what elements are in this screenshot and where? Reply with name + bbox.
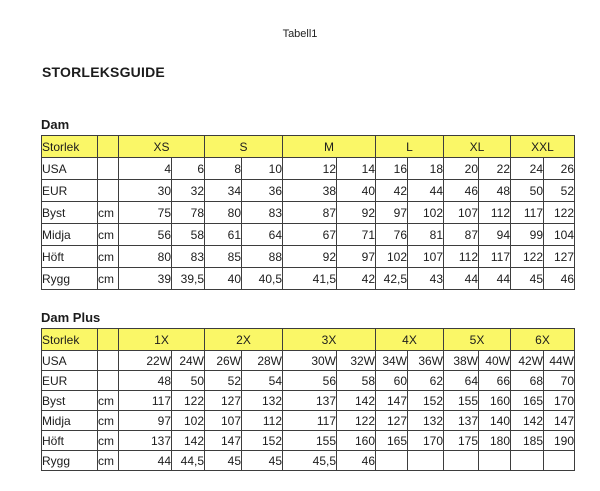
size-value-cell: 147 [205,431,242,451]
size-value-cell: 30 [119,180,172,202]
size-value-cell: 122 [544,202,575,224]
size-value-cell: 104 [544,224,575,246]
size-group-header: S [205,136,283,158]
size-value-cell: 67 [283,224,337,246]
table-row [42,268,575,290]
size-value-cell: 152 [242,431,283,451]
size-value-cell: 43 [408,268,444,290]
size-value-cell: 14 [337,158,376,180]
size-value-cell: 48 [479,180,511,202]
table-row [42,351,575,371]
size-value-cell: 83 [242,202,283,224]
size-value-cell: 85 [205,246,242,268]
size-value-cell: 44 [444,268,479,290]
section-dam [41,117,600,290]
size-value-cell: 58 [337,371,376,391]
size-value-cell: 64 [444,371,479,391]
size-value-cell: 24 [511,158,544,180]
size-value-cell: 32 [172,180,205,202]
size-value-cell: 28W [242,351,283,371]
size-value-cell: 147 [544,411,575,431]
row-unit: cm [98,431,119,451]
row-label: USA [42,158,98,180]
size-value-cell: 102 [172,411,205,431]
size-value-cell: 16 [376,158,408,180]
row-unit: cm [98,246,119,268]
size-value-cell: 52 [544,180,575,202]
table-row [42,411,575,431]
table-row [42,371,575,391]
row-label: Höft [42,431,98,451]
size-value-cell: 152 [408,391,444,411]
size-value-cell: 94 [479,224,511,246]
size-value-cell: 40,5 [242,268,283,290]
size-value-cell: 122 [172,391,205,411]
size-value-cell: 42,5 [376,268,408,290]
size-value-cell: 160 [337,431,376,451]
row-label: Rygg [42,451,98,471]
size-value-cell: 39 [119,268,172,290]
size-value-cell: 78 [172,202,205,224]
table-row [42,224,575,246]
size-value-cell: 62 [408,371,444,391]
size-value-cell: 185 [511,431,544,451]
size-value-cell: 97 [337,246,376,268]
size-value-cell: 22W [119,351,172,371]
row-unit [98,158,119,180]
size-value-cell: 97 [376,202,408,224]
size-value-cell: 12 [283,158,337,180]
size-value-cell: 80 [205,202,242,224]
size-value-cell: 112 [444,246,479,268]
row-label: Byst [42,202,98,224]
row-label: Midja [42,224,98,246]
size-group-header: 2X [205,329,283,351]
size-value-cell: 117 [511,202,544,224]
size-value-cell: 20 [444,158,479,180]
size-value-cell: 81 [408,224,444,246]
size-value-cell: 45 [511,268,544,290]
size-value-cell: 46 [444,180,479,202]
size-value-cell: 60 [376,371,408,391]
size-value-cell: 8 [205,158,242,180]
size-value-cell: 107 [444,202,479,224]
size-value-cell: 92 [283,246,337,268]
size-value-cell: 48 [119,371,172,391]
size-value-cell: 24W [172,351,205,371]
size-value-cell: 132 [408,411,444,431]
size-value-cell: 99 [511,224,544,246]
size-value-cell [511,451,544,471]
size-value-cell: 56 [283,371,337,391]
size-group-header: M [283,136,376,158]
page-title: STORLEKSGUIDE [42,64,165,80]
size-value-cell: 40 [205,268,242,290]
size-value-cell: 76 [376,224,408,246]
size-value-cell: 64 [242,224,283,246]
size-value-cell [376,451,408,471]
size-value-cell: 50 [172,371,205,391]
row-unit: cm [98,391,119,411]
size-value-cell: 170 [408,431,444,451]
size-value-cell: 36 [242,180,283,202]
size-value-cell: 140 [479,411,511,431]
table-row [42,246,575,268]
size-value-cell: 46 [544,268,575,290]
size-value-cell: 39,5 [172,268,205,290]
row-unit: cm [98,224,119,246]
size-value-cell: 122 [511,246,544,268]
size-value-cell: 71 [337,224,376,246]
size-value-cell: 112 [242,411,283,431]
size-value-cell: 44W [544,351,575,371]
size-value-cell: 142 [337,391,376,411]
row-label: Midja [42,411,98,431]
size-value-cell: 97 [119,411,172,431]
size-group-header: 5X [444,329,511,351]
size-value-cell: 165 [376,431,408,451]
size-group-header: 3X [283,329,376,351]
size-group-header: 6X [511,329,575,351]
size-group-header: XXL [511,136,575,158]
size-value-cell: 155 [444,391,479,411]
size-value-cell: 44 [119,451,172,471]
size-value-cell: 165 [511,391,544,411]
size-value-cell: 107 [205,411,242,431]
size-value-cell [544,451,575,471]
size-value-cell: 170 [544,391,575,411]
size-group-header: L [376,136,444,158]
row-label: Byst [42,391,98,411]
size-value-cell: 142 [172,431,205,451]
size-value-cell: 175 [444,431,479,451]
size-value-cell: 41,5 [283,268,337,290]
row-label: EUR [42,371,98,391]
size-value-cell: 34W [376,351,408,371]
size-value-cell: 117 [479,246,511,268]
size-value-cell: 160 [479,391,511,411]
table-row [42,158,575,180]
size-value-cell: 87 [283,202,337,224]
size-value-cell [479,451,511,471]
size-value-cell: 142 [511,411,544,431]
size-value-cell: 44,5 [172,451,205,471]
size-value-cell: 38 [283,180,337,202]
size-value-cell: 127 [205,391,242,411]
size-value-cell: 18 [408,158,444,180]
section-dam-plus [41,310,600,471]
size-value-cell: 42W [511,351,544,371]
table-row [42,391,575,411]
size-value-cell: 26W [205,351,242,371]
size-value-cell: 52 [205,371,242,391]
size-value-cell: 70 [544,371,575,391]
size-value-cell: 132 [242,391,283,411]
size-value-cell [444,451,479,471]
size-value-cell: 4 [119,158,172,180]
size-value-cell: 42 [337,268,376,290]
row-unit: cm [98,411,119,431]
size-value-cell: 155 [283,431,337,451]
row-unit [98,180,119,202]
size-group-header: XS [119,136,205,158]
size-value-cell: 137 [283,391,337,411]
size-value-cell: 30W [283,351,337,371]
row-label: USA [42,351,98,371]
size-value-cell: 102 [376,246,408,268]
size-value-cell: 83 [172,246,205,268]
size-table-dam-plus [41,328,575,471]
size-value-cell: 32W [337,351,376,371]
size-value-cell: 22 [479,158,511,180]
size-table-dam [41,135,575,290]
size-header-row [42,329,575,351]
size-value-cell: 127 [376,411,408,431]
row-label: EUR [42,180,98,202]
size-value-cell: 10 [242,158,283,180]
size-value-cell: 68 [511,371,544,391]
size-value-cell: 117 [283,411,337,431]
row-unit [98,371,119,391]
size-value-cell: 137 [444,411,479,431]
size-value-cell: 61 [205,224,242,246]
size-value-cell: 66 [479,371,511,391]
size-value-cell: 127 [544,246,575,268]
size-group-header: 4X [376,329,444,351]
size-value-cell: 50 [511,180,544,202]
corner-header: Storlek [42,136,98,158]
table-row [42,451,575,471]
size-value-cell: 44 [408,180,444,202]
size-value-cell: 122 [337,411,376,431]
row-unit [98,351,119,371]
unit-header [98,329,119,351]
size-value-cell: 112 [479,202,511,224]
table-row [42,202,575,224]
size-value-cell: 75 [119,202,172,224]
size-value-cell: 180 [479,431,511,451]
row-unit: cm [98,451,119,471]
corner-header: Storlek [42,329,98,351]
size-value-cell [408,451,444,471]
table-row [42,180,575,202]
size-value-cell: 45 [242,451,283,471]
size-value-cell: 87 [444,224,479,246]
size-value-cell: 6 [172,158,205,180]
size-value-cell: 117 [119,391,172,411]
size-value-cell: 45,5 [283,451,337,471]
size-value-cell: 190 [544,431,575,451]
size-value-cell: 36W [408,351,444,371]
sheet-title: Tabell1 [282,28,318,40]
row-unit: cm [98,268,119,290]
size-value-cell: 147 [376,391,408,411]
size-value-cell: 56 [119,224,172,246]
size-value-cell: 42 [376,180,408,202]
size-value-cell: 102 [408,202,444,224]
size-value-cell: 137 [119,431,172,451]
size-value-cell: 45 [205,451,242,471]
size-value-cell: 40W [479,351,511,371]
size-value-cell: 44 [479,268,511,290]
size-group-header: 1X [119,329,205,351]
size-value-cell: 26 [544,158,575,180]
size-value-cell: 46 [337,451,376,471]
size-value-cell: 88 [242,246,283,268]
size-group-header: XL [444,136,511,158]
size-value-cell: 38W [444,351,479,371]
row-label: Rygg [42,268,98,290]
row-label: Höft [42,246,98,268]
size-header-row [42,136,575,158]
size-value-cell: 58 [172,224,205,246]
table-row [42,431,575,451]
size-value-cell: 80 [119,246,172,268]
size-value-cell: 92 [337,202,376,224]
unit-header [98,136,119,158]
table-caption-dam: Dam [41,117,70,132]
size-value-cell: 34 [205,180,242,202]
size-value-cell: 107 [408,246,444,268]
table-caption-dam-plus: Dam Plus [41,310,101,325]
size-value-cell: 40 [337,180,376,202]
size-value-cell: 54 [242,371,283,391]
row-unit: cm [98,202,119,224]
